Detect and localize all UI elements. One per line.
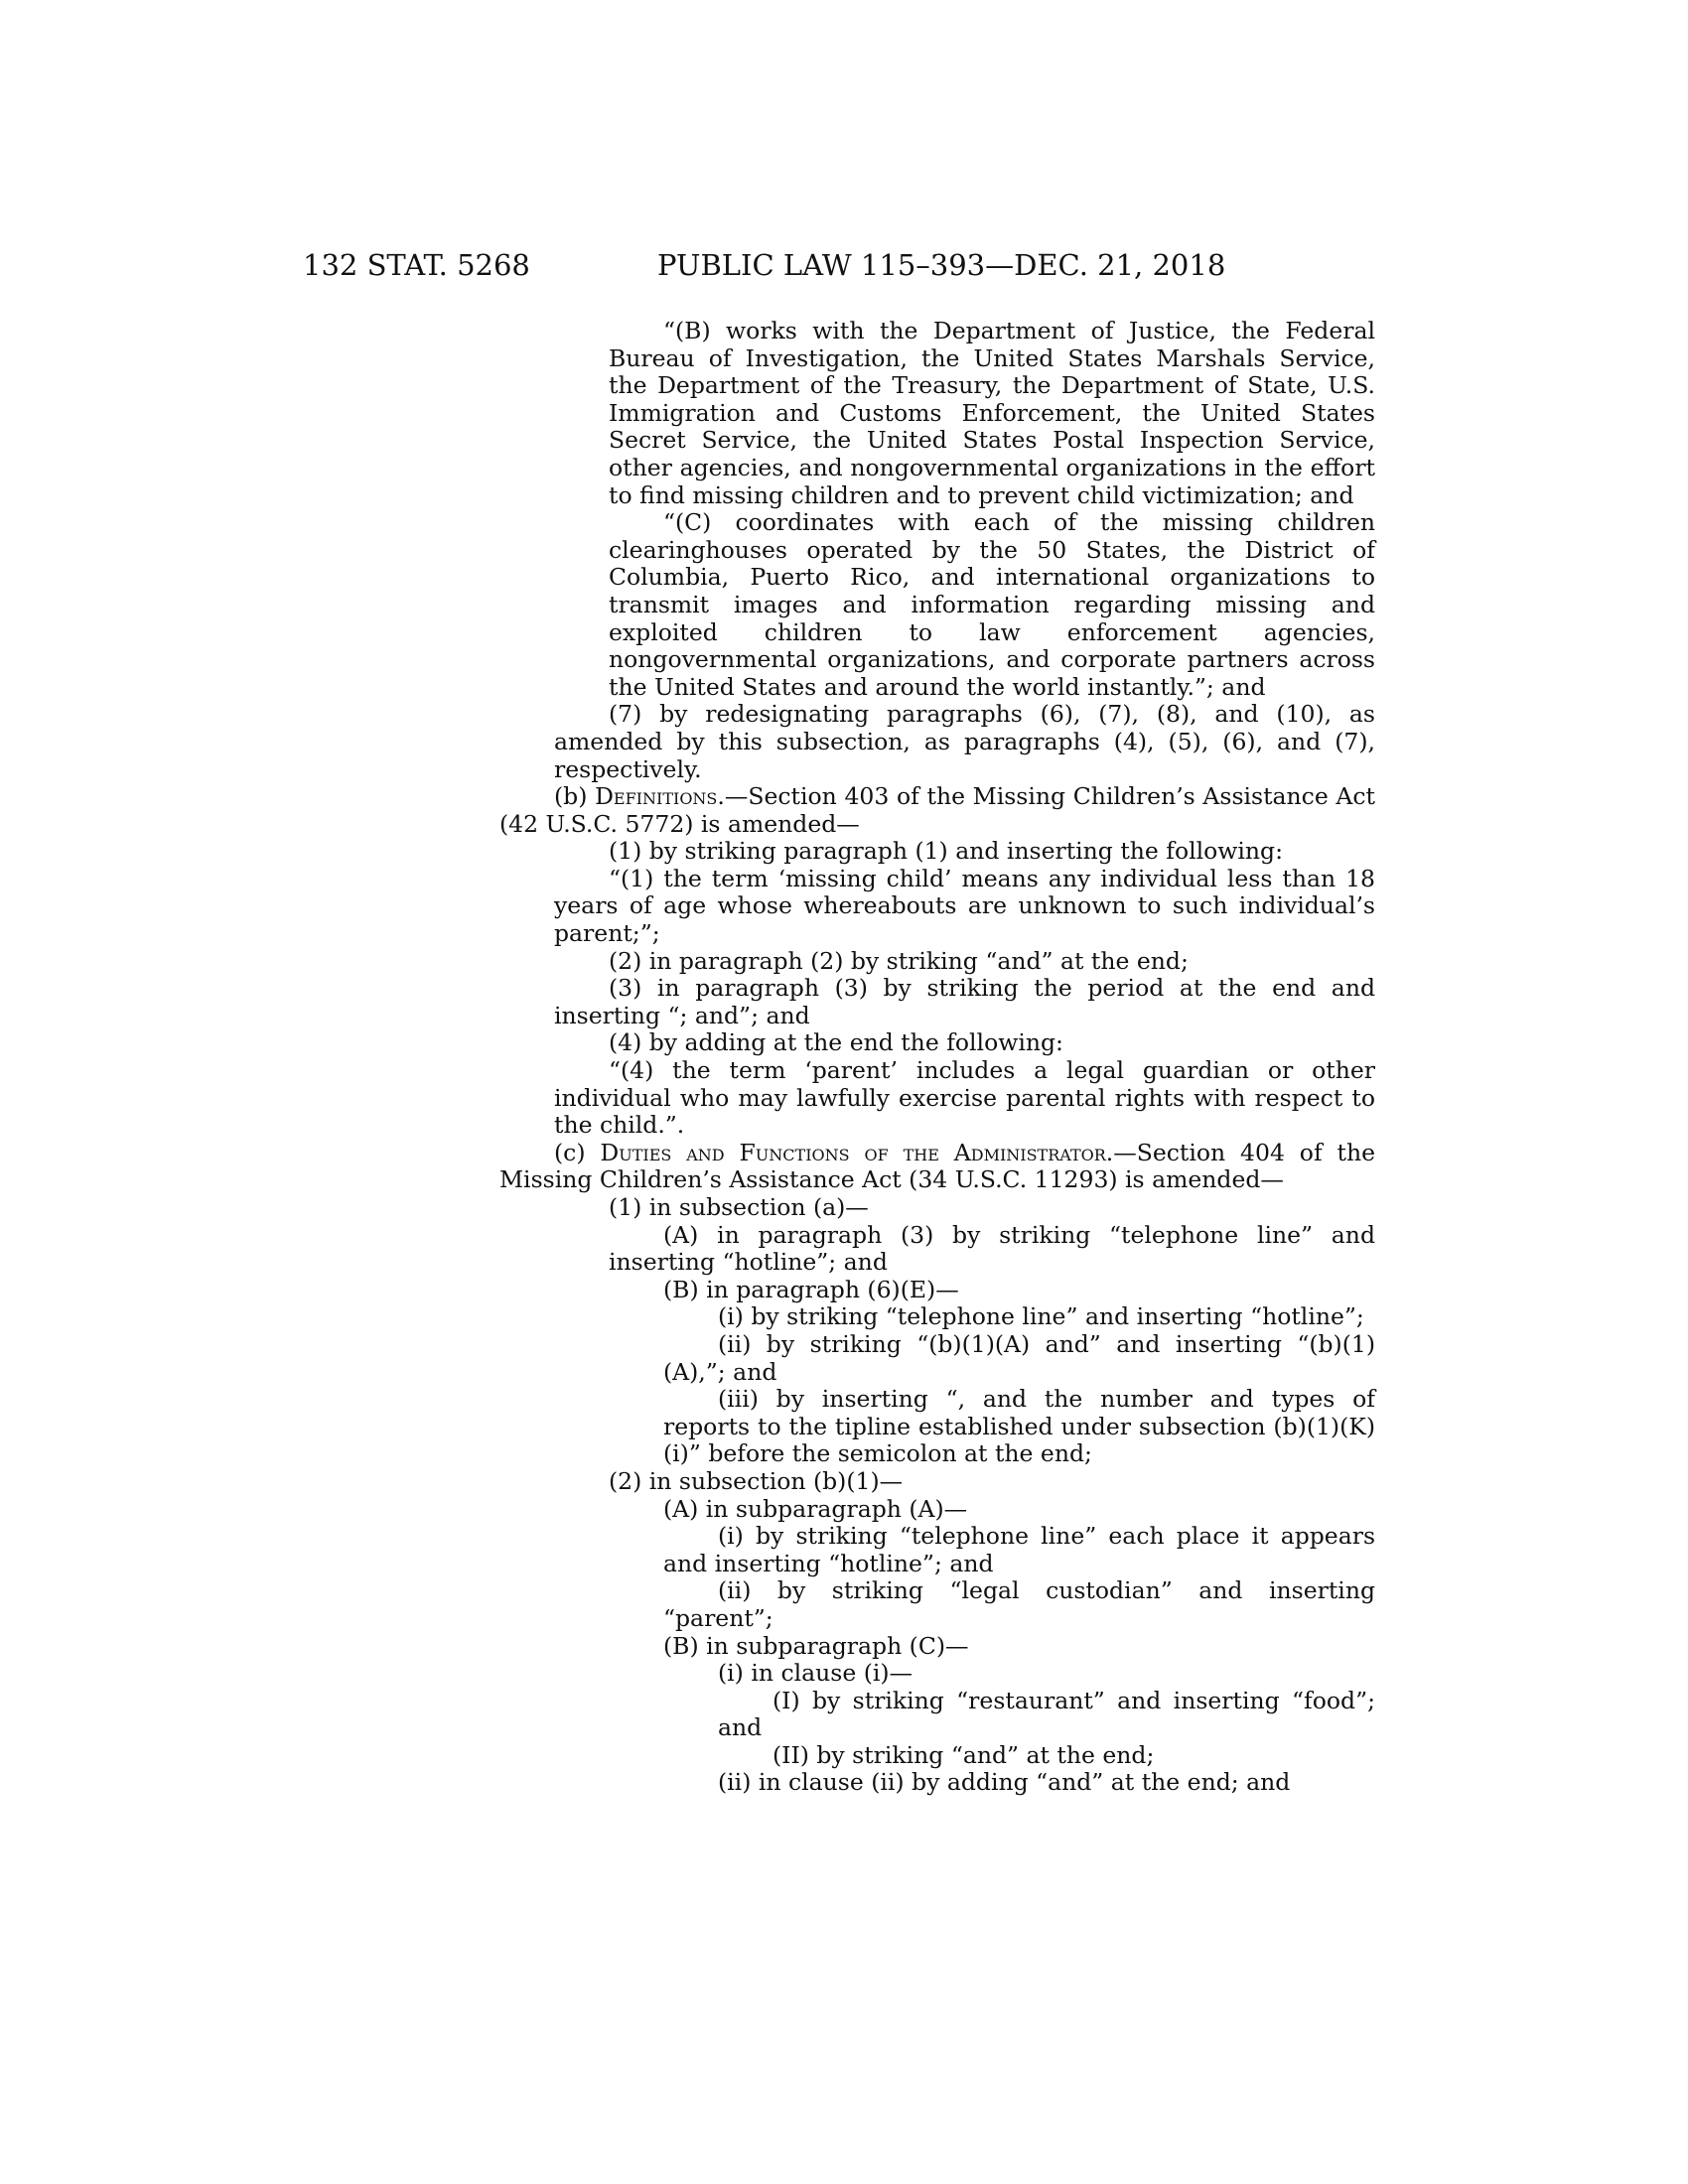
section-c-label: (c): [554, 1138, 601, 1166]
section-c-heading: Duties and Functions of the Administrator: [600, 1138, 1106, 1166]
c1-a: (A) in paragraph (3) by striking “telephone line” and inserting “hotline”; and: [609, 1220, 1375, 1277]
b1-quote-missing-child: “(1) the term ‘missing child’ means any individual less than 18 years of age whose whereabouts are unknown to such individual’s parent;”;: [554, 864, 1375, 948]
c1-b: (B) in paragraph (6)(E)—: [663, 1275, 959, 1303]
law-title: PUBLIC LAW 115–393—DEC. 21, 2018: [657, 248, 1226, 282]
section-b-definitions: [499, 783, 1375, 838]
c2-b-i-II: (II) by striking “and” at the end;: [773, 1740, 1155, 1769]
section-b-label: (b): [554, 782, 596, 811]
c1: (1) in subsection (a)—: [609, 1193, 869, 1221]
paragraph-c-coordinates: “(C) coordinates with each of the missing children clearinghouses operated by the 50 States, the District of Columbia, Puerto Rico, and international organizations to transmit images and information regarding missing and exploited children to law enforcement agencies, nongovernmental organizations, and corporate partners across the United States and around the world instantly.”; and: [609, 508, 1375, 701]
stat-citation: 132 STAT. 5268: [303, 248, 530, 282]
c2-a-i: (i) by striking “telephone line” each place it appears and inserting “hotline”; and: [663, 1522, 1375, 1577]
section-b-text: .—Section 403 of the Missing Children’s Assistance Act (42 U.S.C. 5772) is amended—: [499, 782, 1375, 838]
b2: (2) in paragraph (2) by striking “and” at the end;: [609, 946, 1189, 975]
c1-b-i: (i) by striking “telephone line” and inserting “hotline”;: [718, 1302, 1364, 1331]
paragraph-b-works: “(B) works with the Department of Justice, the Federal Bureau of Investigation, the United States Marshals Service, the Department of the Treasury, the Department of State, U.S. Immigration and Customs Enforcement, the United States Secret Service, the United States Postal Inspection Service, other agencies, and nongovernmental organizations in the effort to find missing children and to prevent child victimization; and: [609, 317, 1375, 509]
c2-a: (A) in subparagraph (A)—: [663, 1494, 968, 1523]
c2: (2) in subsection (b)(1)—: [609, 1466, 904, 1495]
document-body: [499, 318, 1375, 1797]
c2-b-i-I: (I) by striking “restaurant” and inserting “food”; and: [718, 1686, 1375, 1742]
b1-striking: (1) by striking paragraph (1) and inserting the following:: [609, 837, 1284, 866]
b4-quote-parent: “(4) the term ‘parent’ includes a legal guardian or other individual who may lawfully exercise parental rights with respect to the child.”.: [554, 1056, 1375, 1140]
paragraph-7-redesignating: (7) by redesignating paragraphs (6), (7), (8), and (10), as amended by this subsection, as paragraphs (4), (5), (6), and (7), respectively.: [554, 700, 1375, 783]
c2-b: (B) in subparagraph (C)—: [663, 1631, 969, 1660]
section-c-text: .—Section 404 of the Missing Children’s Assistance Act (34 U.S.C. 11293) is amended—: [499, 1138, 1376, 1194]
c2-b-i: (i) in clause (i)—: [718, 1659, 914, 1688]
c1-b-iii: (iii) by inserting “, and the number and types of reports to the tipline established under subsection (b)(1)(K)(i)” before the semicolon at the end;: [663, 1385, 1375, 1468]
c2-b-ii: (ii) in clause (ii) by adding “and” at the end; and: [718, 1768, 1291, 1797]
section-c-duties: [499, 1140, 1375, 1194]
b3: (3) in paragraph (3) by striking the period at the end and inserting “; and”; and: [554, 974, 1375, 1029]
c1-b-ii: (ii) by striking “(b)(1)(A) and” and inserting “(b)(1)(A),”; and: [663, 1329, 1375, 1386]
b4: (4) by adding at the end the following:: [609, 1028, 1063, 1057]
c2-a-ii: (ii) by striking “legal custodian” and inserting “parent”;: [663, 1576, 1375, 1632]
section-b-heading: Definitions: [595, 782, 718, 811]
